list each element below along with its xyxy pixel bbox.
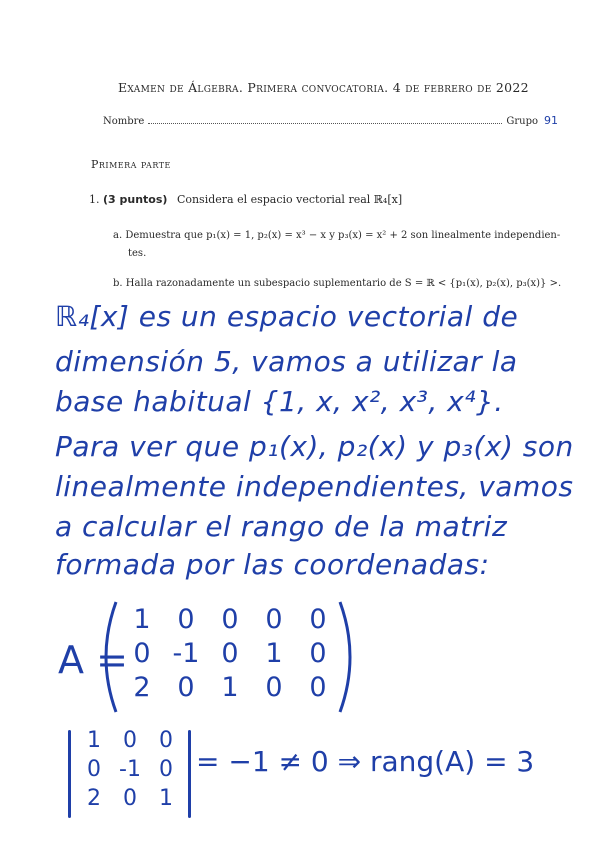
det-left-bar bbox=[68, 730, 71, 818]
handwritten-line-7: formada por las coordenadas: bbox=[55, 548, 490, 581]
matrix-entry: 0 bbox=[265, 604, 283, 635]
det-entry: -1 bbox=[119, 757, 141, 782]
matrix-entry: 0 bbox=[177, 604, 195, 635]
det-entry: 0 bbox=[123, 786, 137, 811]
part-b-label: b. bbox=[113, 278, 123, 289]
matrix-entry: 1 bbox=[133, 604, 151, 635]
part-b-text: Halla razonadamente un subespacio suplementario de S = ℝ < {p₁(x), p₂(x), p₃(x)} >. bbox=[125, 278, 562, 289]
question-number: 1. bbox=[89, 193, 100, 206]
det-entry: 0 bbox=[87, 757, 101, 782]
question-part-a bbox=[113, 230, 560, 241]
determinant bbox=[60, 728, 195, 828]
matrix-entries bbox=[120, 604, 340, 706]
handwritten-line-4: Para ver que p₁(x), p₂(x) y p₃(x) son bbox=[55, 430, 574, 463]
group-label: Grupo bbox=[506, 116, 538, 127]
det-entry: 1 bbox=[159, 786, 173, 811]
question-statement: Considera el espacio vectorial real ℝ₄[x] bbox=[176, 193, 403, 206]
matrix-entry: 0 bbox=[221, 604, 239, 635]
part-heading: Primera parte bbox=[91, 158, 171, 171]
det-entry: 0 bbox=[159, 728, 173, 753]
det-entry: 0 bbox=[123, 728, 137, 753]
det-entry: 2 bbox=[87, 786, 101, 811]
handwritten-line-6: a calcular el rango de la matriz bbox=[55, 510, 508, 543]
question-points: (3 puntos) bbox=[103, 193, 168, 206]
matrix-a bbox=[98, 598, 358, 716]
matrix-entry: 0 bbox=[309, 604, 327, 635]
matrix-entry: 2 bbox=[133, 672, 151, 703]
handwritten-line-3: base habitual {1, x, x², x³, x⁴}. bbox=[55, 385, 504, 418]
matrix-entry: -1 bbox=[172, 638, 200, 669]
name-label: Nombre bbox=[103, 116, 145, 127]
exam-title: Examen de Álgebra. Primera convocatoria. 4 de febrero de 2022 bbox=[118, 80, 529, 95]
det-entry: 1 bbox=[87, 728, 101, 753]
question-part-b bbox=[113, 278, 561, 289]
matrix-entry: 0 bbox=[265, 672, 283, 703]
det-entries bbox=[76, 728, 184, 815]
matrix-entry: 1 bbox=[221, 672, 239, 703]
handwritten-line-5: linealmente independientes, vamos bbox=[55, 470, 574, 503]
right-paren bbox=[340, 602, 350, 712]
det-right-bar bbox=[188, 730, 191, 818]
name-group-row bbox=[103, 114, 558, 127]
matrix-entry: 0 bbox=[309, 672, 327, 703]
question-1 bbox=[89, 193, 402, 206]
det-result: = −1 ≠ 0 ⇒ rang(A) = 3 bbox=[196, 745, 535, 778]
part-a-text-continued: tes. bbox=[128, 248, 147, 259]
matrix-label: A = bbox=[58, 638, 128, 682]
part-a-label: a. bbox=[113, 230, 123, 241]
matrix-entry: 0 bbox=[133, 638, 151, 669]
matrix-entry: 1 bbox=[265, 638, 283, 669]
matrix-entry: 0 bbox=[177, 672, 195, 703]
group-value: 91 bbox=[544, 114, 558, 127]
matrix-entry: 0 bbox=[309, 638, 327, 669]
handwritten-line-1: ℝ₄[x] es un espacio vectorial de bbox=[55, 300, 519, 333]
left-paren bbox=[106, 602, 116, 712]
handwritten-line-2: dimensión 5, vamos a utilizar la bbox=[55, 345, 518, 378]
part-a-text: Demuestra que p₁(x) = 1, p₂(x) = x³ − x y p₃(x) = x² + 2 son linealmente independien- bbox=[125, 230, 561, 241]
det-entry: 0 bbox=[159, 757, 173, 782]
matrix-entry: 0 bbox=[221, 638, 239, 669]
name-dotted-line bbox=[148, 115, 502, 124]
